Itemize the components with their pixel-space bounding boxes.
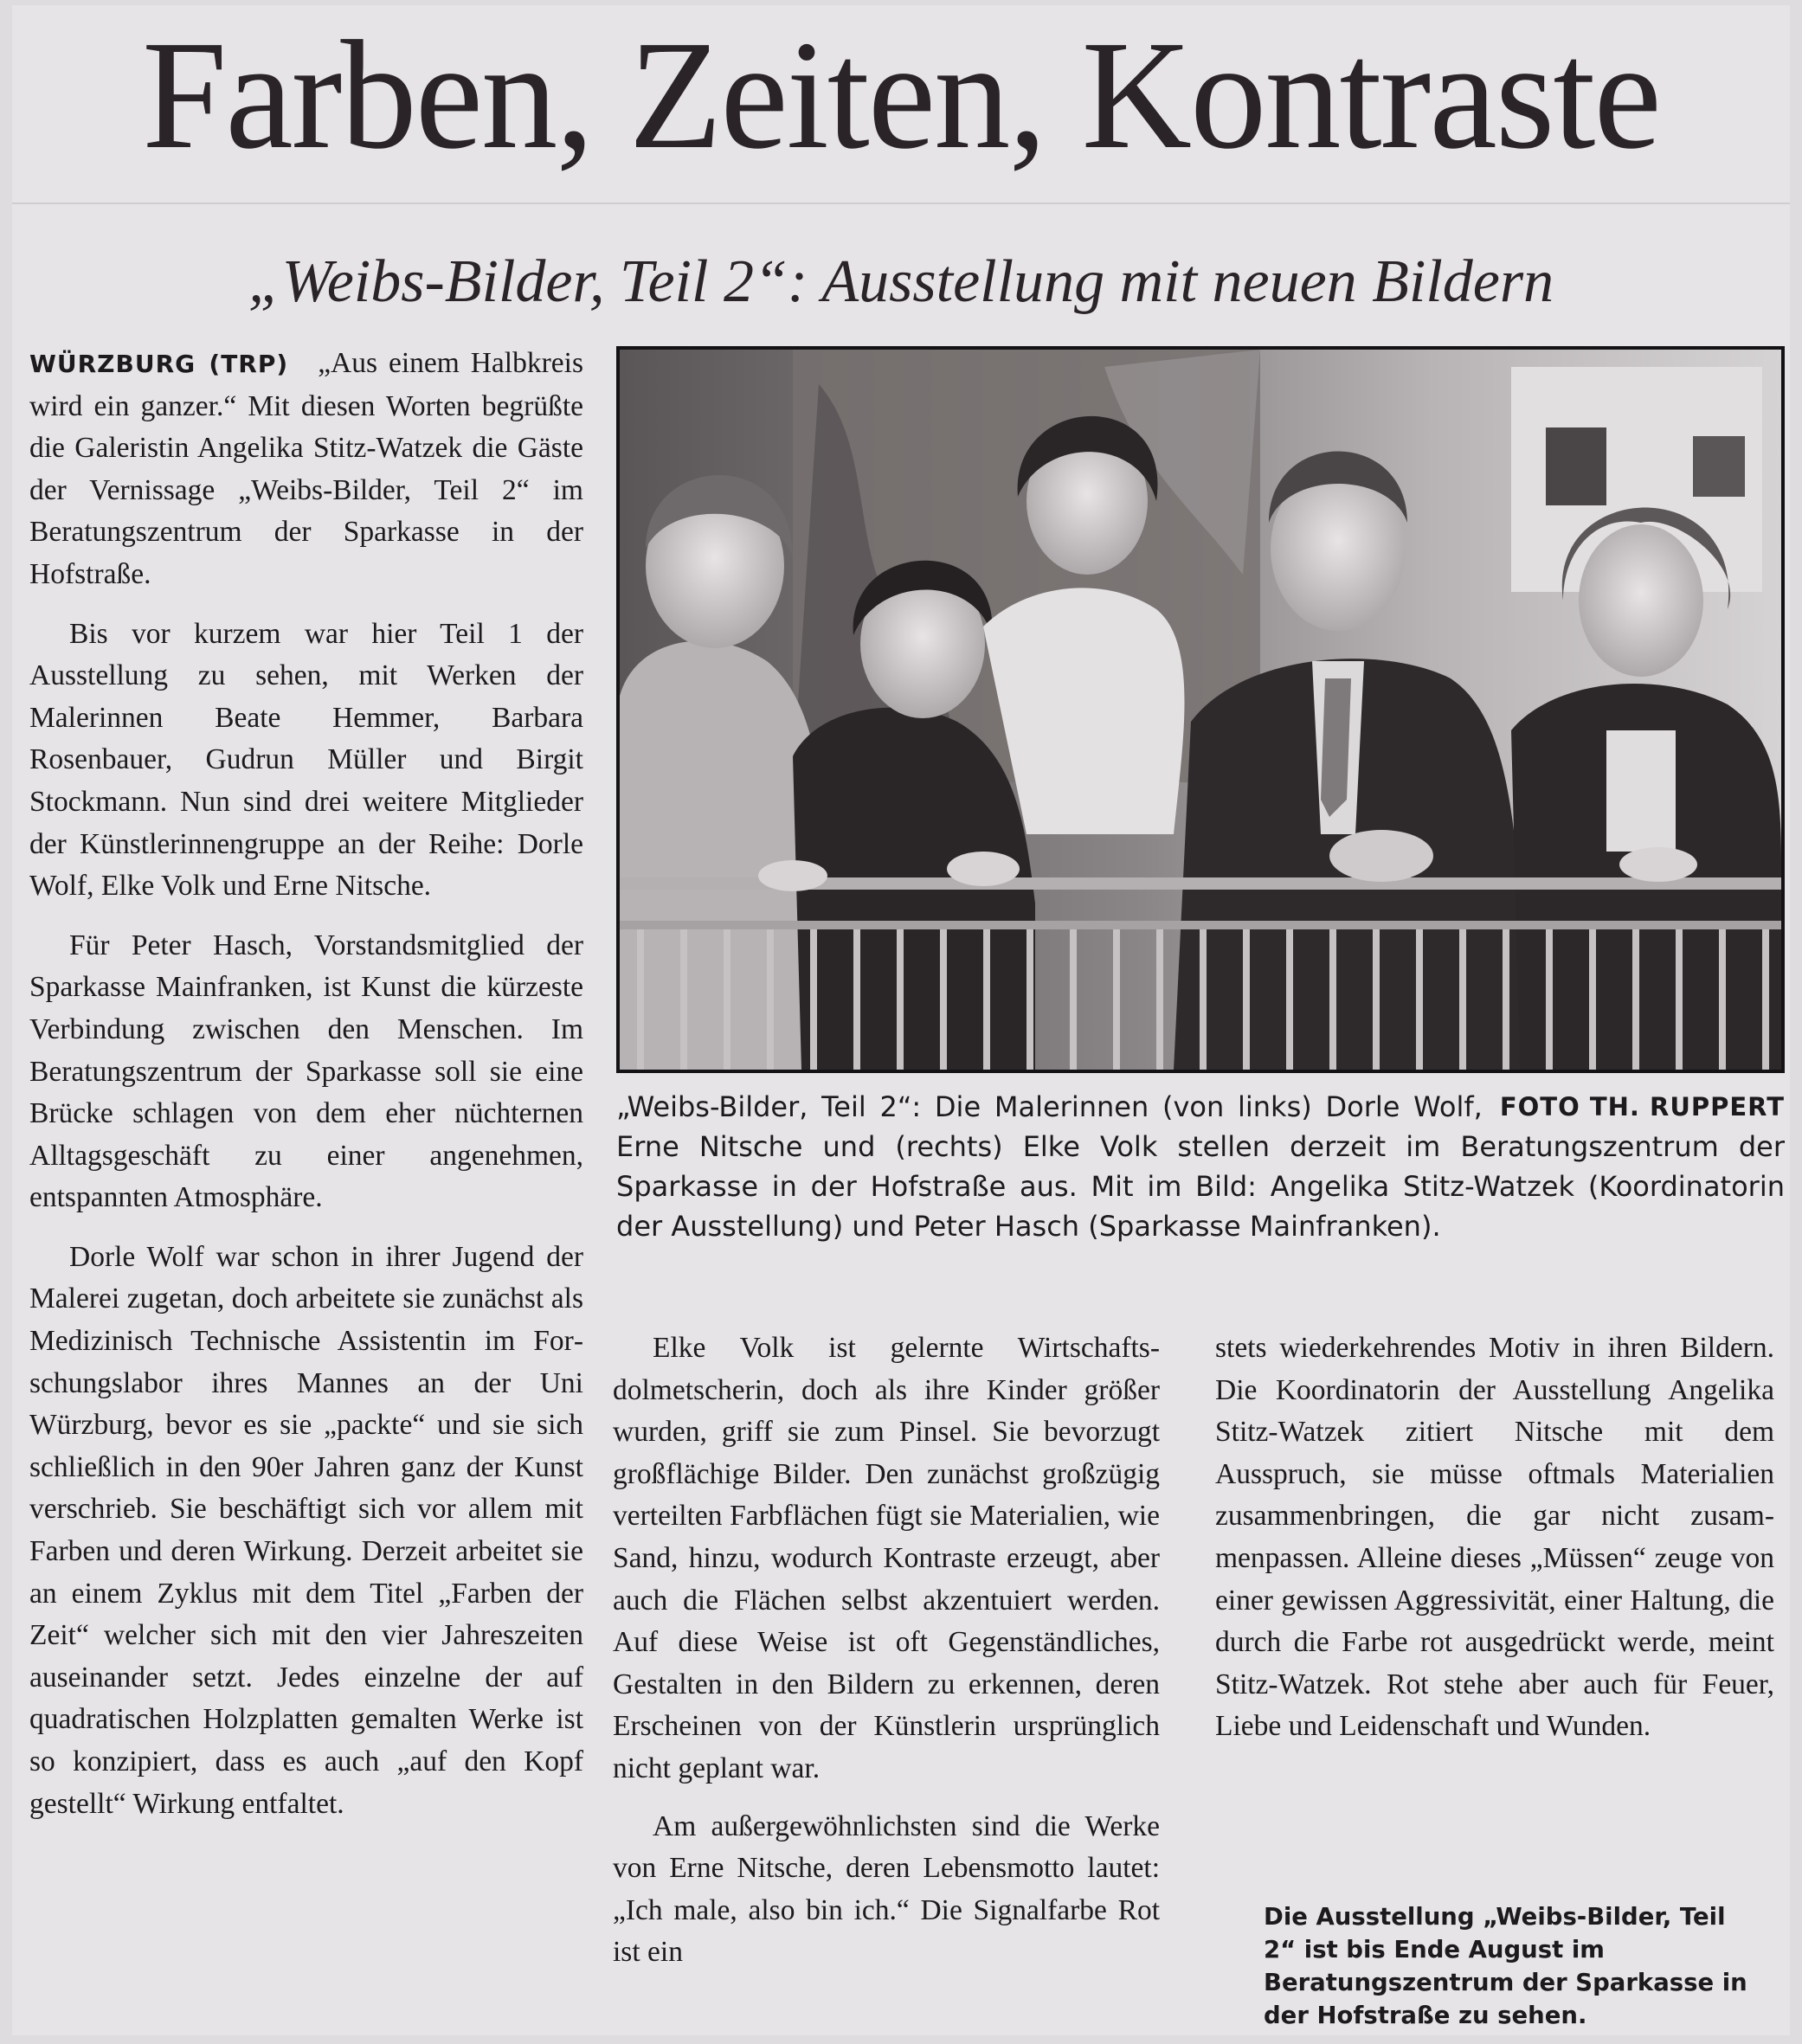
article-column-3	[1215, 1327, 1774, 1748]
article-column-1	[29, 343, 583, 1825]
paragraph: Elke Volk ist gelernte Wirtschaftsdolmetscherin, doch als ihre Kinder größer wurden, griff sie zum Pinsel. Sie bevorzugt großflächige Bilder. Den zunächst großzügig verteilten Farbflächen fügt sie Materialien, wie Sand, hinzu, wodurch Kontraste erzeugt, aber auch die Flächen selbst akzentuiert werden. Auf diese Weise ist oft Gegenständliches, Gestalten in den Bildern zu erkennen, deren Erscheinen von der Künstlerin ursprünglich nicht geplant war.	[613, 1332, 1160, 1784]
newspaper-clipping	[12, 5, 1790, 2035]
group-photo-illustration	[620, 350, 1781, 1070]
lead-text: „Aus einem Halbkreis wird ein ganzer.“ Mit diesen Worten begrüßte die Galeristin Angelika Stitz-Watzek die Gäste der Vernissage „Weibs-Bilder, Teil 2“ im Beratungszentrum der Sparkasse in der Hofstraße.	[29, 347, 583, 590]
paragraph: Bis vor kurzem war hier Teil 1 der Ausstellung zu sehen, mit Werken der Malerinnen Beate Hemmer, Barbara Rosenbauer, Gudrun Müller und Birgit Stockmann. Nun sind drei weitere Mitglieder der Künstlerinnengruppe an der Reihe: Dorle Wolf, Elke Volk und Erne Nitsche.	[29, 617, 583, 903]
subheadline: „Weibs-Bilder, Teil 2“: Ausstellung mit neuen Bildern	[248, 248, 1554, 315]
paragraph: Am außergewöhnlichsten sind die Werke von Erne Nitsche, deren Lebensmotto lautet: „Ich male, also bin ich.“ Die Signalfarbe Rot ist ein	[613, 1809, 1160, 1969]
group-photo	[616, 346, 1785, 1073]
lead-paragraph	[29, 343, 583, 596]
headline-divider	[12, 202, 1790, 204]
photo-caption	[616, 1087, 1785, 1246]
paragraph: Dorle Wolf war schon in ihrer Jugend der Malerei zugetan, doch arbeitete sie zunächst als Medizinisch Technische Assistentin im Forschungslabor ihres Mannes an der Uni Würzburg, bevor es sie „packte“ und sie sich schließlich in den 90er Jahren ganz der Kunst verschrieb. Sie beschäftigt sich vor allem mit Farben und deren Wirkung. Derzeit arbeitet sie an einem Zyklus mit dem Titel „Farben der Zeit“ welcher sich mit den vier Jahreszeiten auseinander setzt. Jedes einzelne der auf quadratischen Holzplatten gemalten Werke ist so konzipiert, dass es auch „auf den Kopf gestellt“ Wirkung entfaltet.	[29, 1240, 583, 1820]
paragraph: stets wiederkehrendes Motiv in ihren Bildern. Die Koordinatorin der Ausstellung Angelika Stitz-Watzek zitiert Nitsche mit dem Ausspruch, sie müsse oftmals Materialien zusammenbringen, die gar nicht zusammenpassen. Alleine dieses „Müssen“ zeuge von einer gewissen Aggressivität, einer Haltung, die durch die Farbe rot ausgedrückt werde, meint Stitz-Watzek. Rot stehe aber auch für Feuer, Liebe und Leidenschaft und Wunden.	[1215, 1332, 1774, 1743]
dateline: WÜRZBURG (TRP)	[29, 350, 289, 378]
headline: Farben, Zeiten, Kontraste	[142, 9, 1660, 181]
exhibition-notice: Die Ausstellung „Weibs-Bilder, Teil 2“ ist bis Ende August im Beratungszentrum der Sparkasse in der Hofstraße zu sehen.	[1264, 1903, 1747, 2029]
article-column-2	[613, 1327, 1160, 1974]
photo-credit: FOTO TH. RUPPERT	[1499, 1092, 1785, 1122]
paragraph: Für Peter Hasch, Vorstandsmitglied der Sparkasse Mainfranken, ist Kunst die kürzeste Verbindung zwischen den Menschen. Im Beratungszentrum der Sparkasse soll sie eine Brücke schlagen von dem eher nüchternen Alltagsgeschäft zu einer angenehmen, entspannten Atmosphäre.	[29, 929, 583, 1214]
caption-text: „Weibs-Bilder, Teil 2“: Die Malerinnen (von links) Dorle Wolf, Erne Nitsche und (rechts) Elke Volk stellen derzeit im Beratungszentrum der Sparkasse in der Hofstraße aus. Mit im Bild: Angelika Stitz-Watzek (Koordinatorin der Ausstellung) und Peter Hasch (Sparkasse Mainfranken).	[616, 1090, 1785, 1243]
